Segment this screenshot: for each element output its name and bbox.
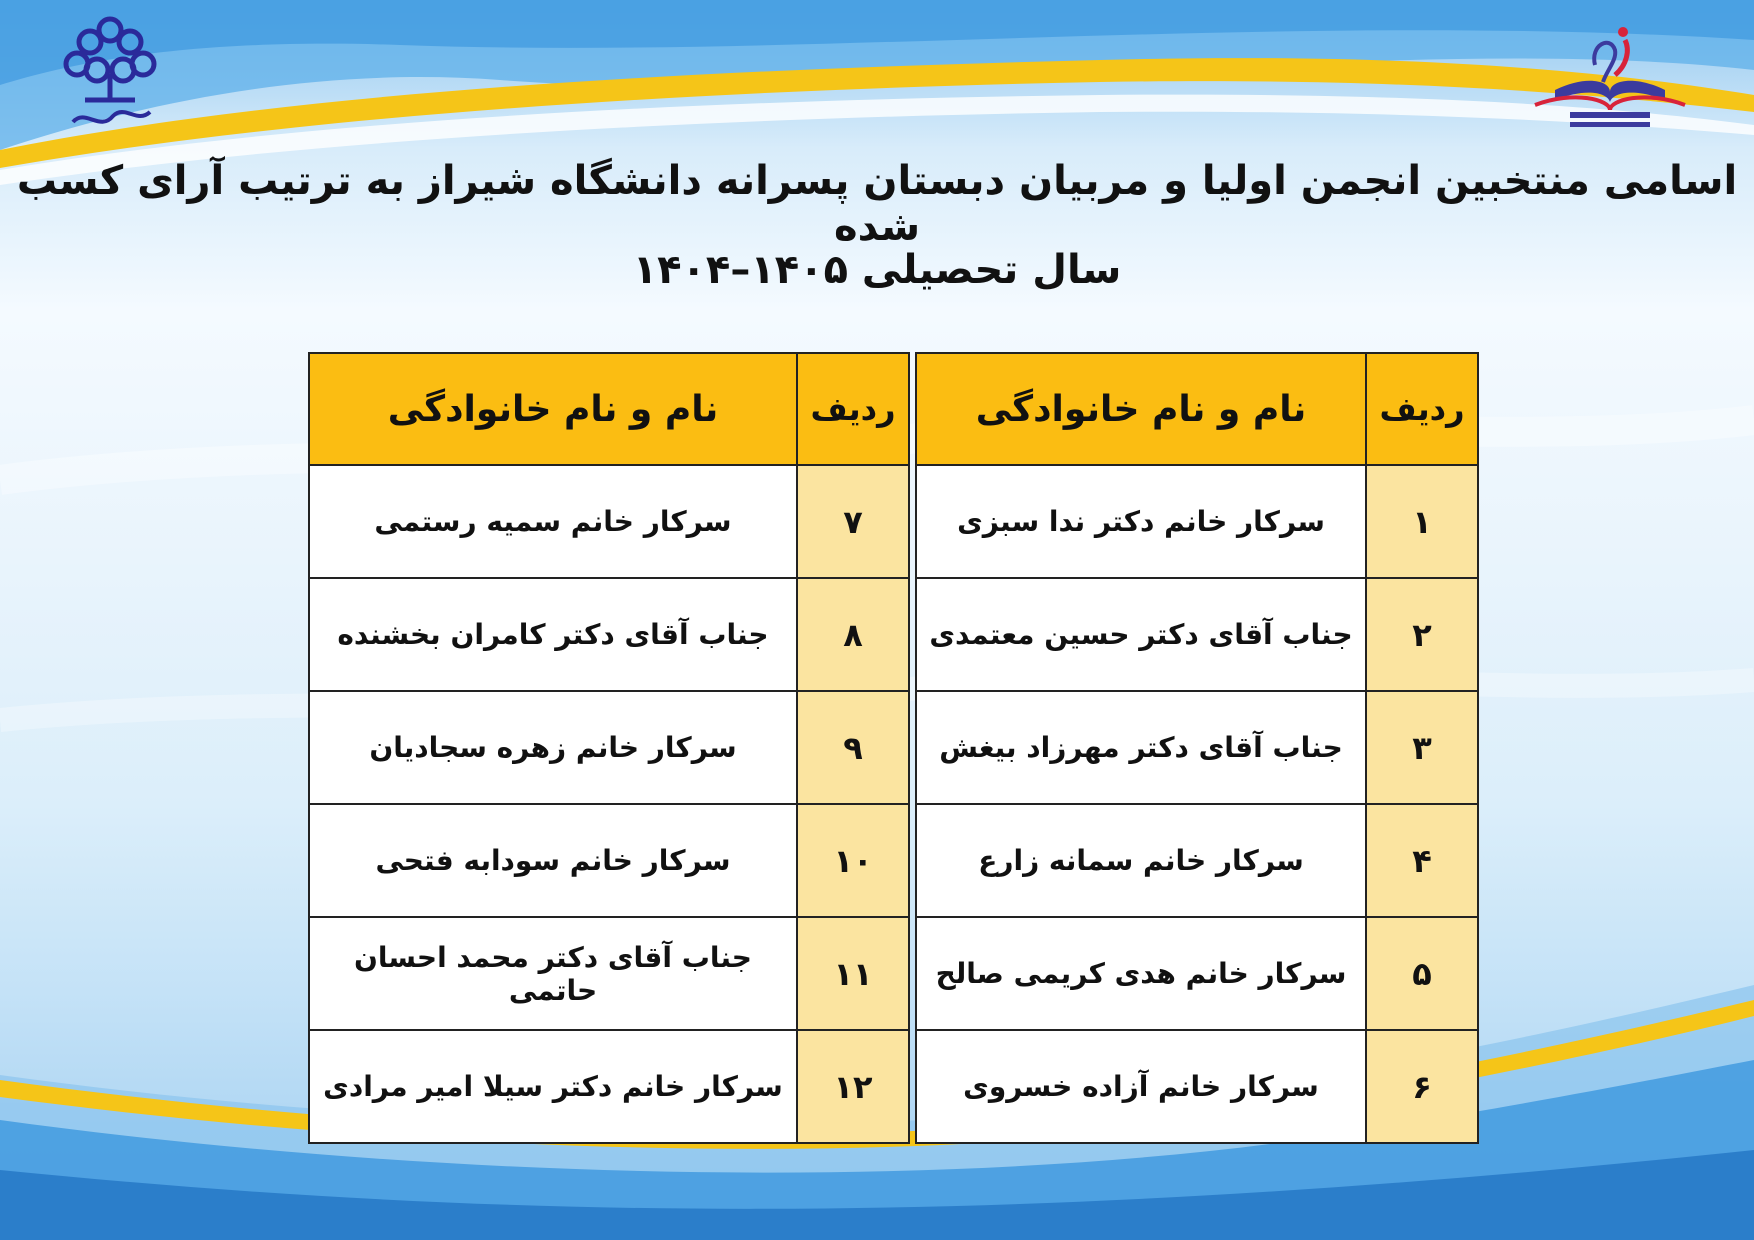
member-name-cell: سرکار خانم زهره سجادیان xyxy=(309,691,797,804)
row-number-cell: ۹ xyxy=(797,691,909,804)
full-name-header: نام و نام خانوادگی xyxy=(309,353,797,465)
row-number-header: ردیف xyxy=(1366,353,1478,465)
table-row xyxy=(916,691,1478,804)
elected-members-table-right xyxy=(915,352,1479,1144)
table-row xyxy=(309,691,909,804)
table-row xyxy=(916,1030,1478,1143)
cultural-education-complex-logo xyxy=(1515,20,1705,140)
member-name-cell: جناب آقای دکتر کامران بخشنده xyxy=(309,578,797,691)
member-name-cell: سرکار خانم دکتر ندا سبزی xyxy=(916,465,1366,578)
member-name-cell: جناب آقای دکتر حسین معتمدی xyxy=(916,578,1366,691)
row-number-cell: ۴ xyxy=(1366,804,1478,917)
table-row xyxy=(309,917,909,1030)
row-number-cell: ۱۰ xyxy=(797,804,909,917)
row-number-cell: ۵ xyxy=(1366,917,1478,1030)
row-number-cell: ۸ xyxy=(797,578,909,691)
table-row xyxy=(916,465,1478,578)
member-name-cell: سرکار خانم آزاده خسروی xyxy=(916,1030,1366,1143)
member-name-cell: سرکار خانم سمانه زارع xyxy=(916,804,1366,917)
member-name-cell: سرکار خانم هدی کریمی صالح xyxy=(916,917,1366,1030)
full-name-header: نام و نام خانوادگی xyxy=(916,353,1366,465)
table-row xyxy=(309,1030,909,1143)
row-number-cell: ۶ xyxy=(1366,1030,1478,1143)
member-name-cell: جناب آقای دکتر محمد احسان حاتمی xyxy=(309,917,797,1030)
row-number-cell: ۱۲ xyxy=(797,1030,909,1143)
table-row xyxy=(309,465,909,578)
row-number-cell: ۳ xyxy=(1366,691,1478,804)
row-number-header: ردیف xyxy=(797,353,909,465)
elected-members-table-left xyxy=(308,352,910,1144)
table-header-row xyxy=(916,353,1478,465)
table-row xyxy=(309,804,909,917)
page-title: اسامی منتخبین انجمن اولیا و مربیان دبستان پسرانه دانشگاه شیراز به ترتیب آرای کسب شده xyxy=(16,158,1738,250)
table-row xyxy=(309,578,909,691)
row-number-cell: ۱ xyxy=(1366,465,1478,578)
table-row xyxy=(916,804,1478,917)
member-name-cell: جناب آقای دکتر مهرزاد بیغش xyxy=(916,691,1366,804)
row-number-cell: ۲ xyxy=(1366,578,1478,691)
shiraz-university-logo xyxy=(55,12,165,137)
table-header-row xyxy=(309,353,909,465)
member-name-cell: سرکار خانم دکتر سیلا امیر مرادی xyxy=(309,1030,797,1143)
academic-year-subtitle: سال تحصیلی ۱۴۰۵–۱۴۰۴ xyxy=(632,247,1122,293)
table-row xyxy=(916,578,1478,691)
member-name-cell: سرکار خانم سمیه رستمی xyxy=(309,465,797,578)
row-number-cell: ۱۱ xyxy=(797,917,909,1030)
member-name-cell: سرکار خانم سودابه فتحی xyxy=(309,804,797,917)
table-row xyxy=(916,917,1478,1030)
row-number-cell: ۷ xyxy=(797,465,909,578)
